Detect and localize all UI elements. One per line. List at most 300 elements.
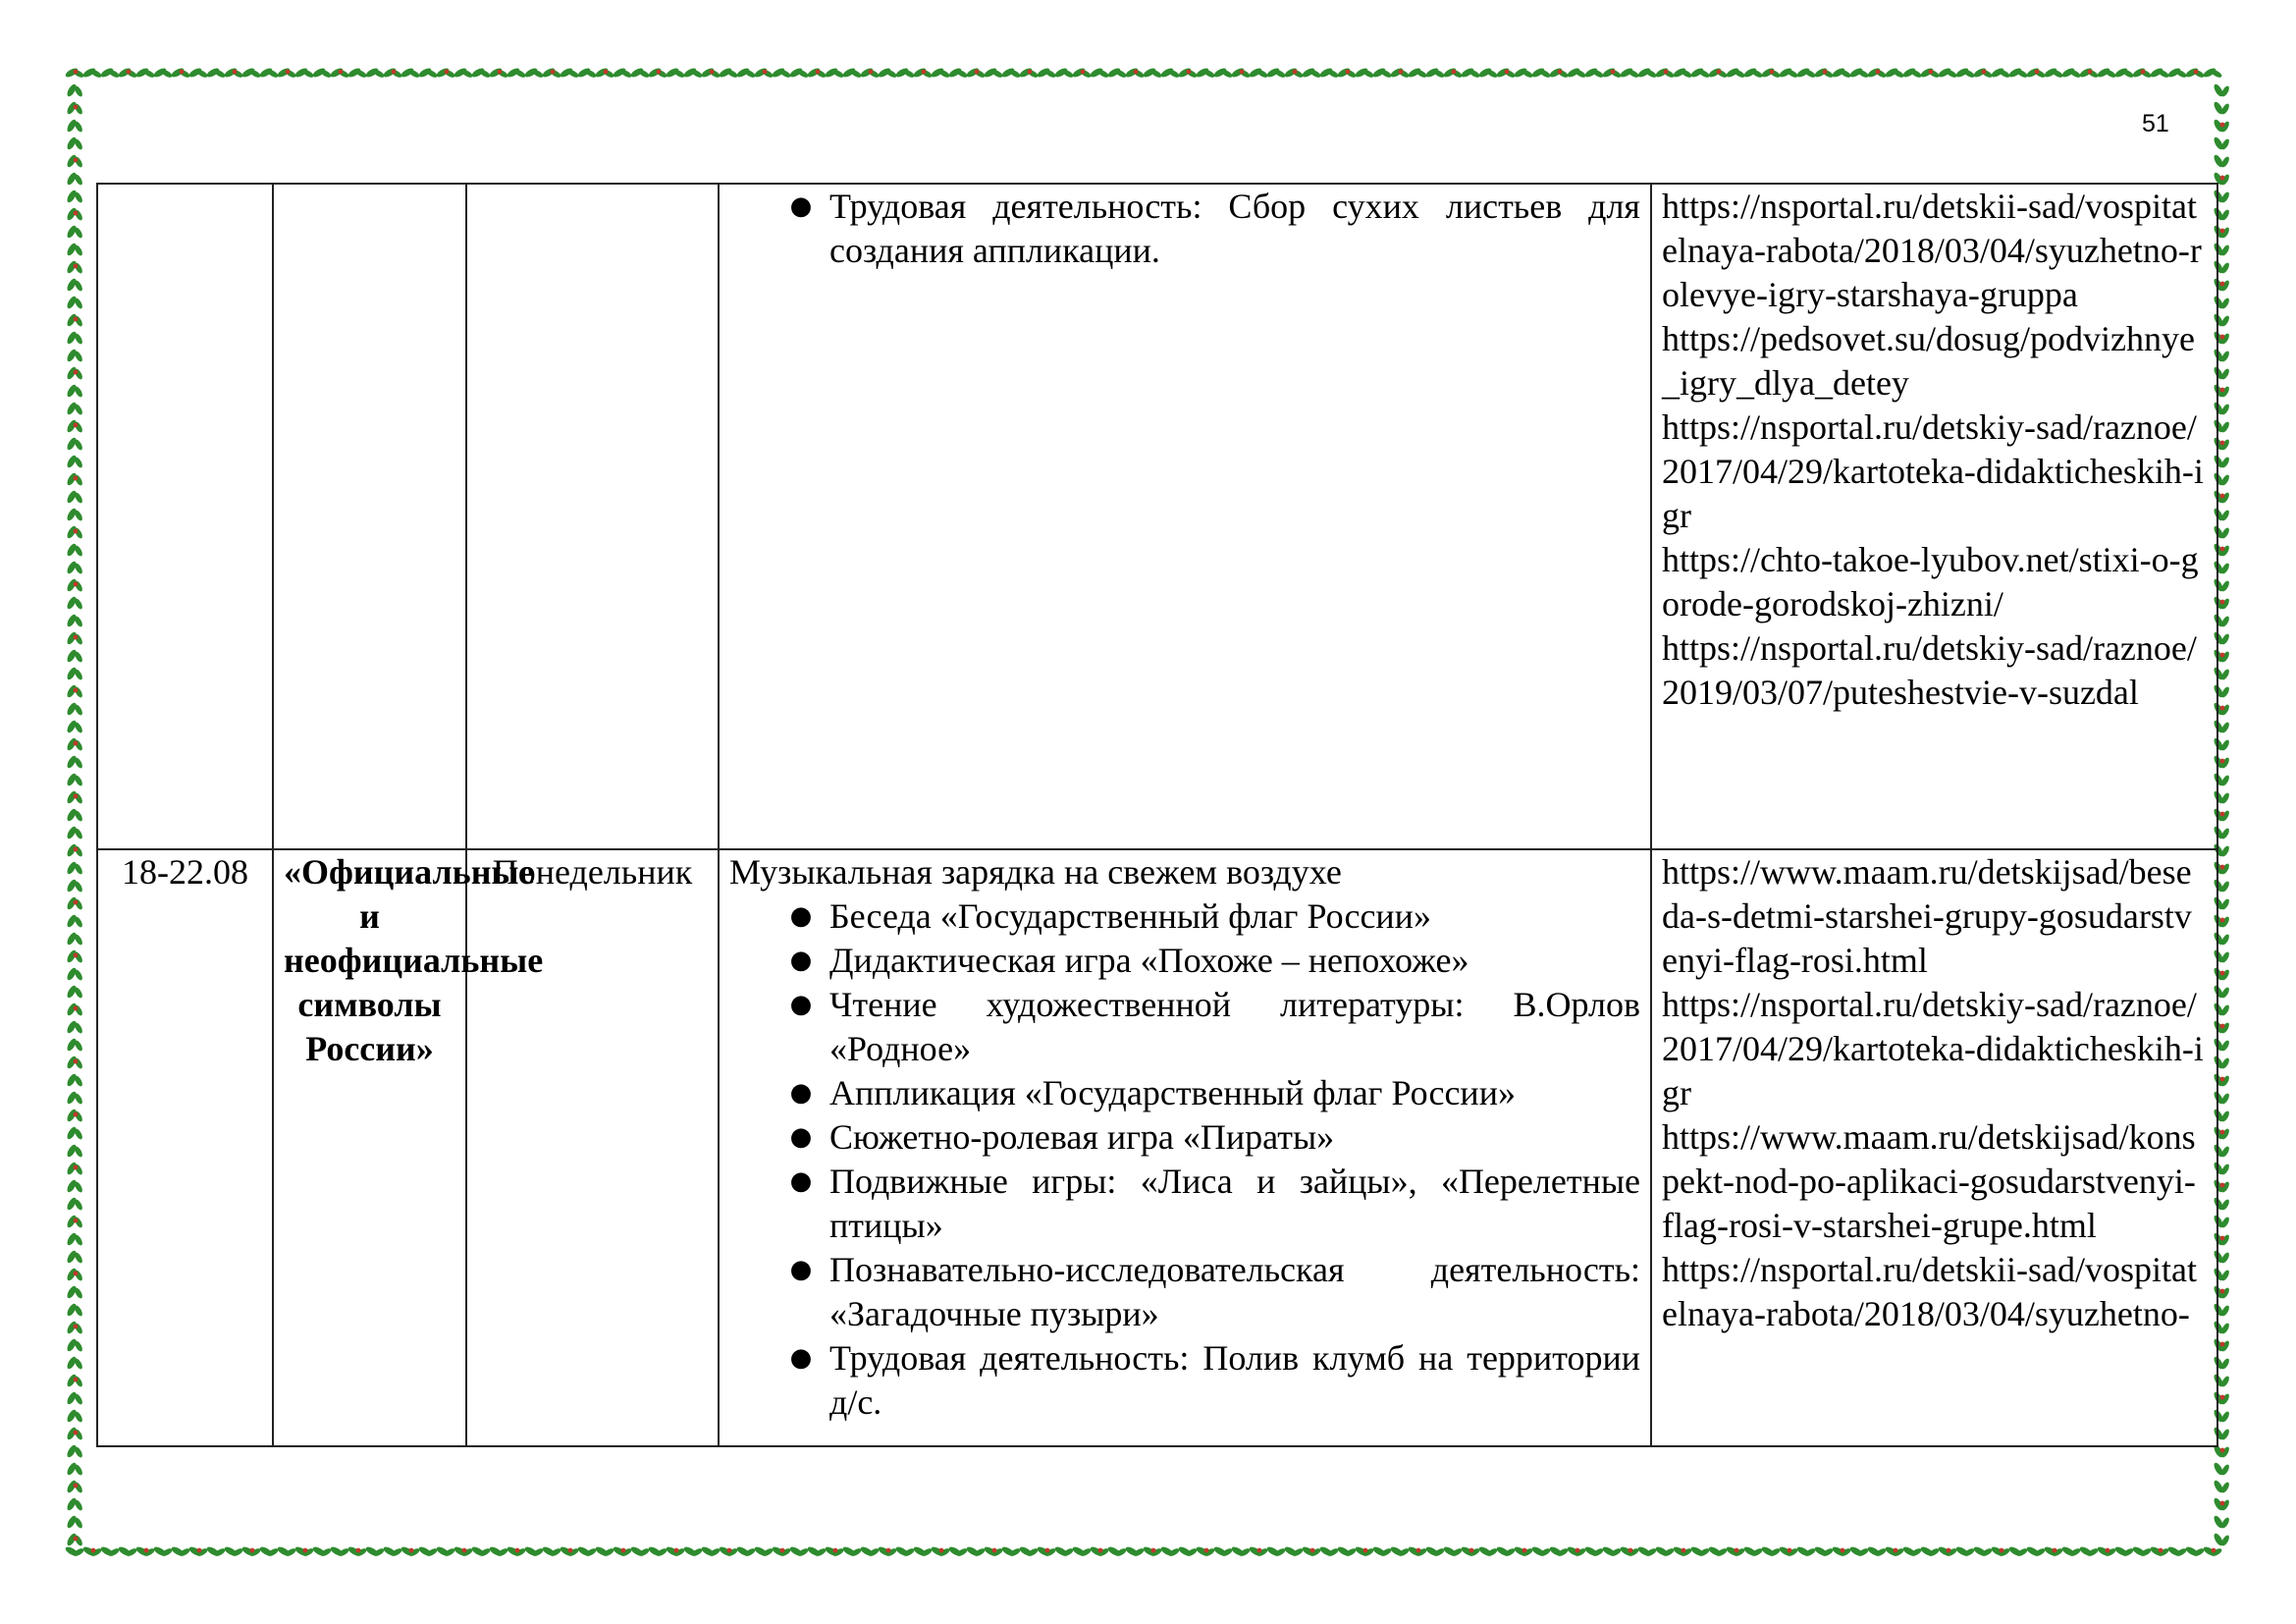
holly-motif (66, 224, 84, 239)
holly-motif (417, 67, 438, 80)
holly-motif (1477, 67, 1498, 80)
holly-motif (947, 1545, 968, 1558)
activity-text: Чтение художественной литературы: В.Орлов «Родное» (829, 985, 1640, 1068)
holly-motif (912, 1545, 933, 1558)
holly-motif (66, 1037, 84, 1052)
holly-motif (1954, 1545, 1975, 1558)
holly-motif (152, 1545, 173, 1558)
holly-motif (1778, 1545, 1798, 1558)
holly-motif (240, 1545, 261, 1558)
holly-motif (1089, 67, 1109, 80)
holly-motif (66, 807, 84, 822)
holly-motif (66, 542, 84, 557)
holly-motif (1954, 67, 1975, 80)
holly-motif (66, 118, 84, 133)
holly-motif (647, 67, 667, 80)
holly-motif (1866, 1545, 1887, 1558)
holly-motif (66, 1337, 84, 1352)
holly-motif (1972, 67, 1993, 80)
date-cell (97, 184, 273, 849)
holly-motif (66, 436, 84, 451)
holly-motif (1495, 1545, 1516, 1558)
holly-motif (1795, 1545, 1816, 1558)
bullet-icon: ● (789, 1078, 813, 1108)
holly-motif (523, 1545, 544, 1558)
holly-motif (66, 1249, 84, 1264)
holly-motif (1212, 67, 1233, 80)
holly-motif (2096, 67, 2116, 80)
holly-motif (187, 1545, 208, 1558)
holly-motif (1389, 1545, 1410, 1558)
holly-motif (66, 524, 84, 539)
holly-motif (66, 1001, 84, 1016)
holly-motif (2025, 1545, 2046, 1558)
holly-motif (2184, 67, 2205, 80)
holly-motif (488, 1545, 508, 1558)
holly-motif (1071, 67, 1092, 80)
holly-motif (66, 878, 84, 893)
holly-motif (523, 67, 544, 80)
holly-motif (1106, 1545, 1127, 1558)
holly-motif (2078, 67, 2099, 80)
holly-motif (806, 1545, 827, 1558)
activity-text: Трудовая деятельность: Полив клумб на территории д/с. (829, 1338, 1640, 1422)
holly-motif (1265, 1545, 1286, 1558)
holly-motif (66, 1514, 84, 1529)
table-row (97, 849, 2217, 1446)
activity-item (789, 1336, 1640, 1425)
holly-motif (66, 242, 84, 256)
holly-motif (947, 67, 968, 80)
holly-motif (1654, 1545, 1675, 1558)
holly-motif (788, 1545, 809, 1558)
holly-motif (66, 295, 84, 309)
holly-motif (2007, 67, 2028, 80)
holly-motif (753, 1545, 774, 1558)
holly-motif (2096, 1545, 2116, 1558)
holly-motif (311, 1545, 332, 1558)
holly-motif (1354, 1545, 1374, 1558)
holly-motif (205, 1545, 226, 1558)
holly-motif (682, 1545, 703, 1558)
holly-motif (1530, 67, 1551, 80)
activity-text: Аппликация «Государственный флаг России» (829, 1073, 1516, 1112)
holly-motif (329, 67, 349, 80)
bullet-icon: ● (789, 946, 813, 975)
holly-motif (66, 1373, 84, 1387)
holly-motif (877, 67, 897, 80)
plan-table (96, 183, 2218, 1447)
holly-motif (170, 67, 190, 80)
holly-motif (2213, 153, 2231, 168)
activity-text: Познавательно-исследовательская деятельность: «Загадочные пузыри» (829, 1250, 1640, 1333)
holly-motif (66, 895, 84, 910)
holly-motif (1672, 1545, 1692, 1558)
holly-motif (258, 67, 279, 80)
holly-motif (66, 1461, 84, 1476)
holly-motif (66, 948, 84, 963)
holly-motif (1124, 67, 1145, 80)
activity-text: Дидактическая игра «Похоже – непохоже» (829, 941, 1469, 980)
holly-motif (930, 67, 950, 80)
holly-motif (2131, 1545, 2152, 1558)
holly-motif (1654, 67, 1675, 80)
holly-motif (66, 1055, 84, 1069)
holly-motif (66, 772, 84, 786)
holly-motif (682, 67, 703, 80)
holly-motif (629, 1545, 650, 1558)
holly-motif (894, 67, 915, 80)
holly-motif (2007, 1545, 2028, 1558)
holly-motif (81, 1545, 102, 1558)
holly-motif (1866, 67, 1887, 80)
holly-motif (1142, 1545, 1162, 1558)
holly-motif (735, 1545, 756, 1558)
holly-motif (66, 913, 84, 928)
holly-motif (1053, 1545, 1074, 1558)
holly-motif (753, 67, 774, 80)
holly-motif (2113, 67, 2134, 80)
bullet-icon: ● (789, 1343, 813, 1373)
activity-list (729, 185, 1640, 273)
holly-motif (294, 1545, 314, 1558)
holly-motif (1248, 1545, 1268, 1558)
holly-motif (364, 1545, 385, 1558)
holly-motif (417, 1545, 438, 1558)
holly-motif (1301, 67, 1321, 80)
bullet-icon: ● (789, 990, 813, 1019)
holly-motif (66, 789, 84, 804)
holly-motif (382, 67, 402, 80)
holly-motif (1937, 1545, 1957, 1558)
holly-motif (66, 471, 84, 486)
weekday-cell: Понедельник (466, 849, 719, 1446)
holly-motif (841, 1545, 862, 1558)
holly-motif (1583, 67, 1604, 80)
holly-motif (1248, 67, 1268, 80)
holly-motif (66, 189, 84, 203)
holly-motif (66, 383, 84, 398)
holly-motif (1725, 67, 1745, 80)
holly-motif (66, 966, 84, 981)
holly-motif (2213, 1532, 2231, 1546)
holly-motif (134, 1545, 155, 1558)
holly-motif (594, 1545, 614, 1558)
holly-motif (66, 418, 84, 433)
holly-motif (66, 1108, 84, 1122)
holly-motif (2213, 1479, 2231, 1493)
holly-motif (1530, 1545, 1551, 1558)
bullet-icon: ● (789, 901, 813, 931)
holly-motif (1901, 67, 1922, 80)
holly-motif (1848, 1545, 1869, 1558)
holly-motif (1636, 1545, 1657, 1558)
holly-motif (223, 1545, 243, 1558)
holly-motif (66, 1196, 84, 1211)
weekday-cell (466, 184, 719, 849)
holly-motif (66, 1426, 84, 1440)
holly-motif (1884, 1545, 1904, 1558)
holly-motif (1318, 1545, 1339, 1558)
holly-motif (64, 1545, 84, 1558)
holly-motif (66, 277, 84, 292)
holly-motif (506, 1545, 526, 1558)
activity-lead: Музыкальная зарядка на свежем воздухе (729, 852, 1342, 892)
resource-link: https://chto-takoe-lyubov.net/stixi-o-gorode-gorodskoj-zhizni/ (1662, 540, 2199, 623)
holly-motif (66, 577, 84, 592)
holly-motif (1371, 1545, 1392, 1558)
holly-motif (2213, 1514, 2231, 1529)
holly-motif (66, 595, 84, 610)
holly-motif (2166, 67, 2187, 80)
holly-motif (1548, 67, 1569, 80)
holly-motif (1778, 67, 1798, 80)
holly-motif (66, 1178, 84, 1193)
holly-motif (66, 1161, 84, 1175)
holly-motif (66, 1267, 84, 1281)
holly-motif (506, 67, 526, 80)
holly-motif (1336, 1545, 1357, 1558)
holly-motif (1919, 67, 1940, 80)
holly-motif (771, 67, 791, 80)
holly-motif (647, 1545, 667, 1558)
resources-cell (1651, 184, 2217, 849)
holly-motif (66, 507, 84, 521)
holly-motif (99, 1545, 120, 1558)
holly-motif (453, 67, 473, 80)
holly-motif (258, 1545, 279, 1558)
resource-link: https://nsportal.ru/detskiy-sad/raznoe/2017/04/29/kartoteka-didakticheskih-igr (1662, 985, 2204, 1112)
holly-motif (2060, 67, 2081, 80)
activity-item (789, 1248, 1640, 1336)
holly-motif (1566, 67, 1586, 80)
holly-motif (1813, 1545, 1834, 1558)
holly-motif (1707, 67, 1728, 80)
holly-motif (66, 719, 84, 733)
holly-motif (1689, 1545, 1710, 1558)
resource-link: https://pedsovet.su/dosug/podvizhnye_igry_dlya_detey (1662, 319, 2195, 403)
holly-motif (1760, 67, 1781, 80)
holly-motif (930, 1545, 950, 1558)
holly-motif (347, 1545, 367, 1558)
holly-motif (66, 401, 84, 415)
activity-text: Подвижные игры: «Лиса и зайцы», «Перелетные птицы» (829, 1162, 1640, 1245)
holly-motif (66, 153, 84, 168)
holly-motif (2113, 1545, 2134, 1558)
holly-motif (488, 67, 508, 80)
holly-motif (841, 67, 862, 80)
resource-link: https://nsportal.ru/detskiy-sad/raznoe/2017/04/29/kartoteka-didakticheskih-igr (1662, 407, 2204, 535)
holly-motif (66, 365, 84, 380)
holly-motif (2166, 1545, 2187, 1558)
holly-motif (170, 1545, 190, 1558)
holly-motif (541, 67, 561, 80)
holly-motif (2213, 1461, 2231, 1476)
holly-motif (99, 67, 120, 80)
holly-motif (66, 1443, 84, 1458)
holly-motif (400, 67, 420, 80)
holly-motif (1848, 67, 1869, 80)
holly-motif (1937, 67, 1957, 80)
holly-motif (66, 648, 84, 663)
holly-motif (912, 67, 933, 80)
resource-link: https://nsportal.ru/detskii-sad/vospitatelnaya-rabota/2018/03/04/syuzhetno- (1662, 1250, 2197, 1333)
holly-motif (117, 1545, 137, 1558)
holly-motif (1424, 67, 1445, 80)
holly-motif (1000, 67, 1021, 80)
holly-motif (1071, 1545, 1092, 1558)
holly-motif (64, 67, 84, 80)
activity-item (789, 1160, 1640, 1248)
holly-motif (1124, 1545, 1145, 1558)
holly-motif (66, 630, 84, 645)
holly-motif (470, 67, 491, 80)
holly-motif (1159, 1545, 1180, 1558)
holly-motif (859, 1545, 880, 1558)
holly-motif (1477, 1545, 1498, 1558)
holly-motif (1636, 67, 1657, 80)
holly-motif (364, 67, 385, 80)
holly-motif (1195, 1545, 1215, 1558)
holly-motif (66, 100, 84, 115)
holly-motif (66, 1302, 84, 1317)
holly-motif (877, 1545, 897, 1558)
holly-motif (1424, 1545, 1445, 1558)
holly-motif (66, 1019, 84, 1034)
holly-motif (1725, 1545, 1745, 1558)
holly-motif (1230, 67, 1251, 80)
holly-motif (1389, 67, 1410, 80)
holly-motif (1583, 1545, 1604, 1558)
activity-item (789, 1115, 1640, 1160)
holly-motif (1177, 67, 1198, 80)
page-number: 51 (2142, 110, 2169, 137)
holly-motif (1884, 67, 1904, 80)
holly-motif (66, 1320, 84, 1334)
holly-motif (1354, 67, 1374, 80)
holly-motif (594, 67, 614, 80)
holly-motif (66, 825, 84, 839)
holly-motif (806, 67, 827, 80)
holly-motif (2149, 67, 2169, 80)
holly-motif (66, 171, 84, 186)
holly-motif (1813, 67, 1834, 80)
holly-motif (2060, 1545, 2081, 1558)
holly-motif (1619, 1545, 1639, 1558)
holly-motif (347, 67, 367, 80)
holly-motif (824, 1545, 844, 1558)
holly-motif (1619, 67, 1639, 80)
holly-motif (1018, 1545, 1039, 1558)
holly-motif (435, 67, 455, 80)
resource-link: https://www.maam.ru/detskijsad/beseda-s-detmi-starshei-grupy-gosudarstvenyi-flag-rosi.html (1662, 852, 2192, 980)
holly-motif (629, 67, 650, 80)
holly-motif (66, 1072, 84, 1087)
holly-motif (1106, 67, 1127, 80)
holly-motif (1371, 67, 1392, 80)
holly-motif (66, 135, 84, 150)
theme-cell (273, 184, 466, 849)
holly-motif (1548, 1545, 1569, 1558)
holly-motif (66, 1355, 84, 1370)
holly-motif (1919, 1545, 1940, 1558)
holly-motif (223, 67, 243, 80)
holly-motif (1495, 67, 1516, 80)
holly-motif (329, 1545, 349, 1558)
holly-motif (983, 1545, 1003, 1558)
holly-motif (66, 1496, 84, 1511)
holly-motif (1036, 1545, 1056, 1558)
holly-motif (66, 1231, 84, 1246)
bullet-icon: ● (789, 1255, 813, 1284)
holly-motif (700, 67, 721, 80)
holly-motif (859, 67, 880, 80)
holly-motif (2213, 82, 2231, 97)
holly-motif (294, 67, 314, 80)
holly-motif (1442, 1545, 1463, 1558)
holly-motif (559, 1545, 579, 1558)
holly-motif (66, 613, 84, 627)
holly-motif (1230, 1545, 1251, 1558)
holly-motif (1283, 1545, 1304, 1558)
holly-motif (66, 931, 84, 946)
holly-motif (2131, 67, 2152, 80)
holly-motif (1318, 67, 1339, 80)
holly-motif (718, 1545, 738, 1558)
holly-motif (66, 348, 84, 362)
activity-item (789, 1071, 1640, 1115)
activities-cell (719, 184, 1651, 849)
holly-motif (1036, 67, 1056, 80)
holly-motif (1513, 1545, 1533, 1558)
holly-motif (1513, 67, 1533, 80)
holly-motif (66, 1408, 84, 1423)
activity-item (789, 939, 1640, 983)
holly-motif (1901, 1545, 1922, 1558)
activity-item (789, 894, 1640, 939)
holly-motif (66, 259, 84, 274)
holly-motif (66, 206, 84, 221)
holly-motif (1407, 1545, 1427, 1558)
resources-cell (1651, 849, 2217, 1446)
holly-motif (1742, 67, 1763, 80)
holly-motif (66, 454, 84, 468)
holly-motif (66, 312, 84, 327)
holly-motif (665, 1545, 685, 1558)
holly-motif (1831, 67, 1851, 80)
holly-motif (824, 67, 844, 80)
holly-motif (435, 1545, 455, 1558)
holly-motif (400, 1545, 420, 1558)
bullet-icon: ● (789, 1122, 813, 1152)
holly-motif (1689, 67, 1710, 80)
activity-text: Сюжетно-ролевая игра «Пираты» (829, 1117, 1335, 1157)
holly-motif (559, 67, 579, 80)
holly-motif (66, 842, 84, 857)
holly-motif (576, 67, 597, 80)
resource-link: https://nsportal.ru/detskiy-sad/raznoe/2019/03/07/puteshestvie-v-suzdal (1662, 628, 2197, 712)
holly-motif (1195, 67, 1215, 80)
holly-motif (665, 67, 685, 80)
holly-motif (965, 1545, 986, 1558)
holly-motif (66, 560, 84, 574)
holly-motif (66, 754, 84, 769)
holly-motif (1601, 67, 1622, 80)
holly-motif (1301, 1545, 1321, 1558)
holly-motif (700, 1545, 721, 1558)
resource-link: https://www.maam.ru/detskijsad/konspekt-nod-po-aplikaci-gosudarstvenyi-flag-rosi-v-starshei-grupe.html (1662, 1117, 2196, 1245)
holly-motif (612, 67, 632, 80)
